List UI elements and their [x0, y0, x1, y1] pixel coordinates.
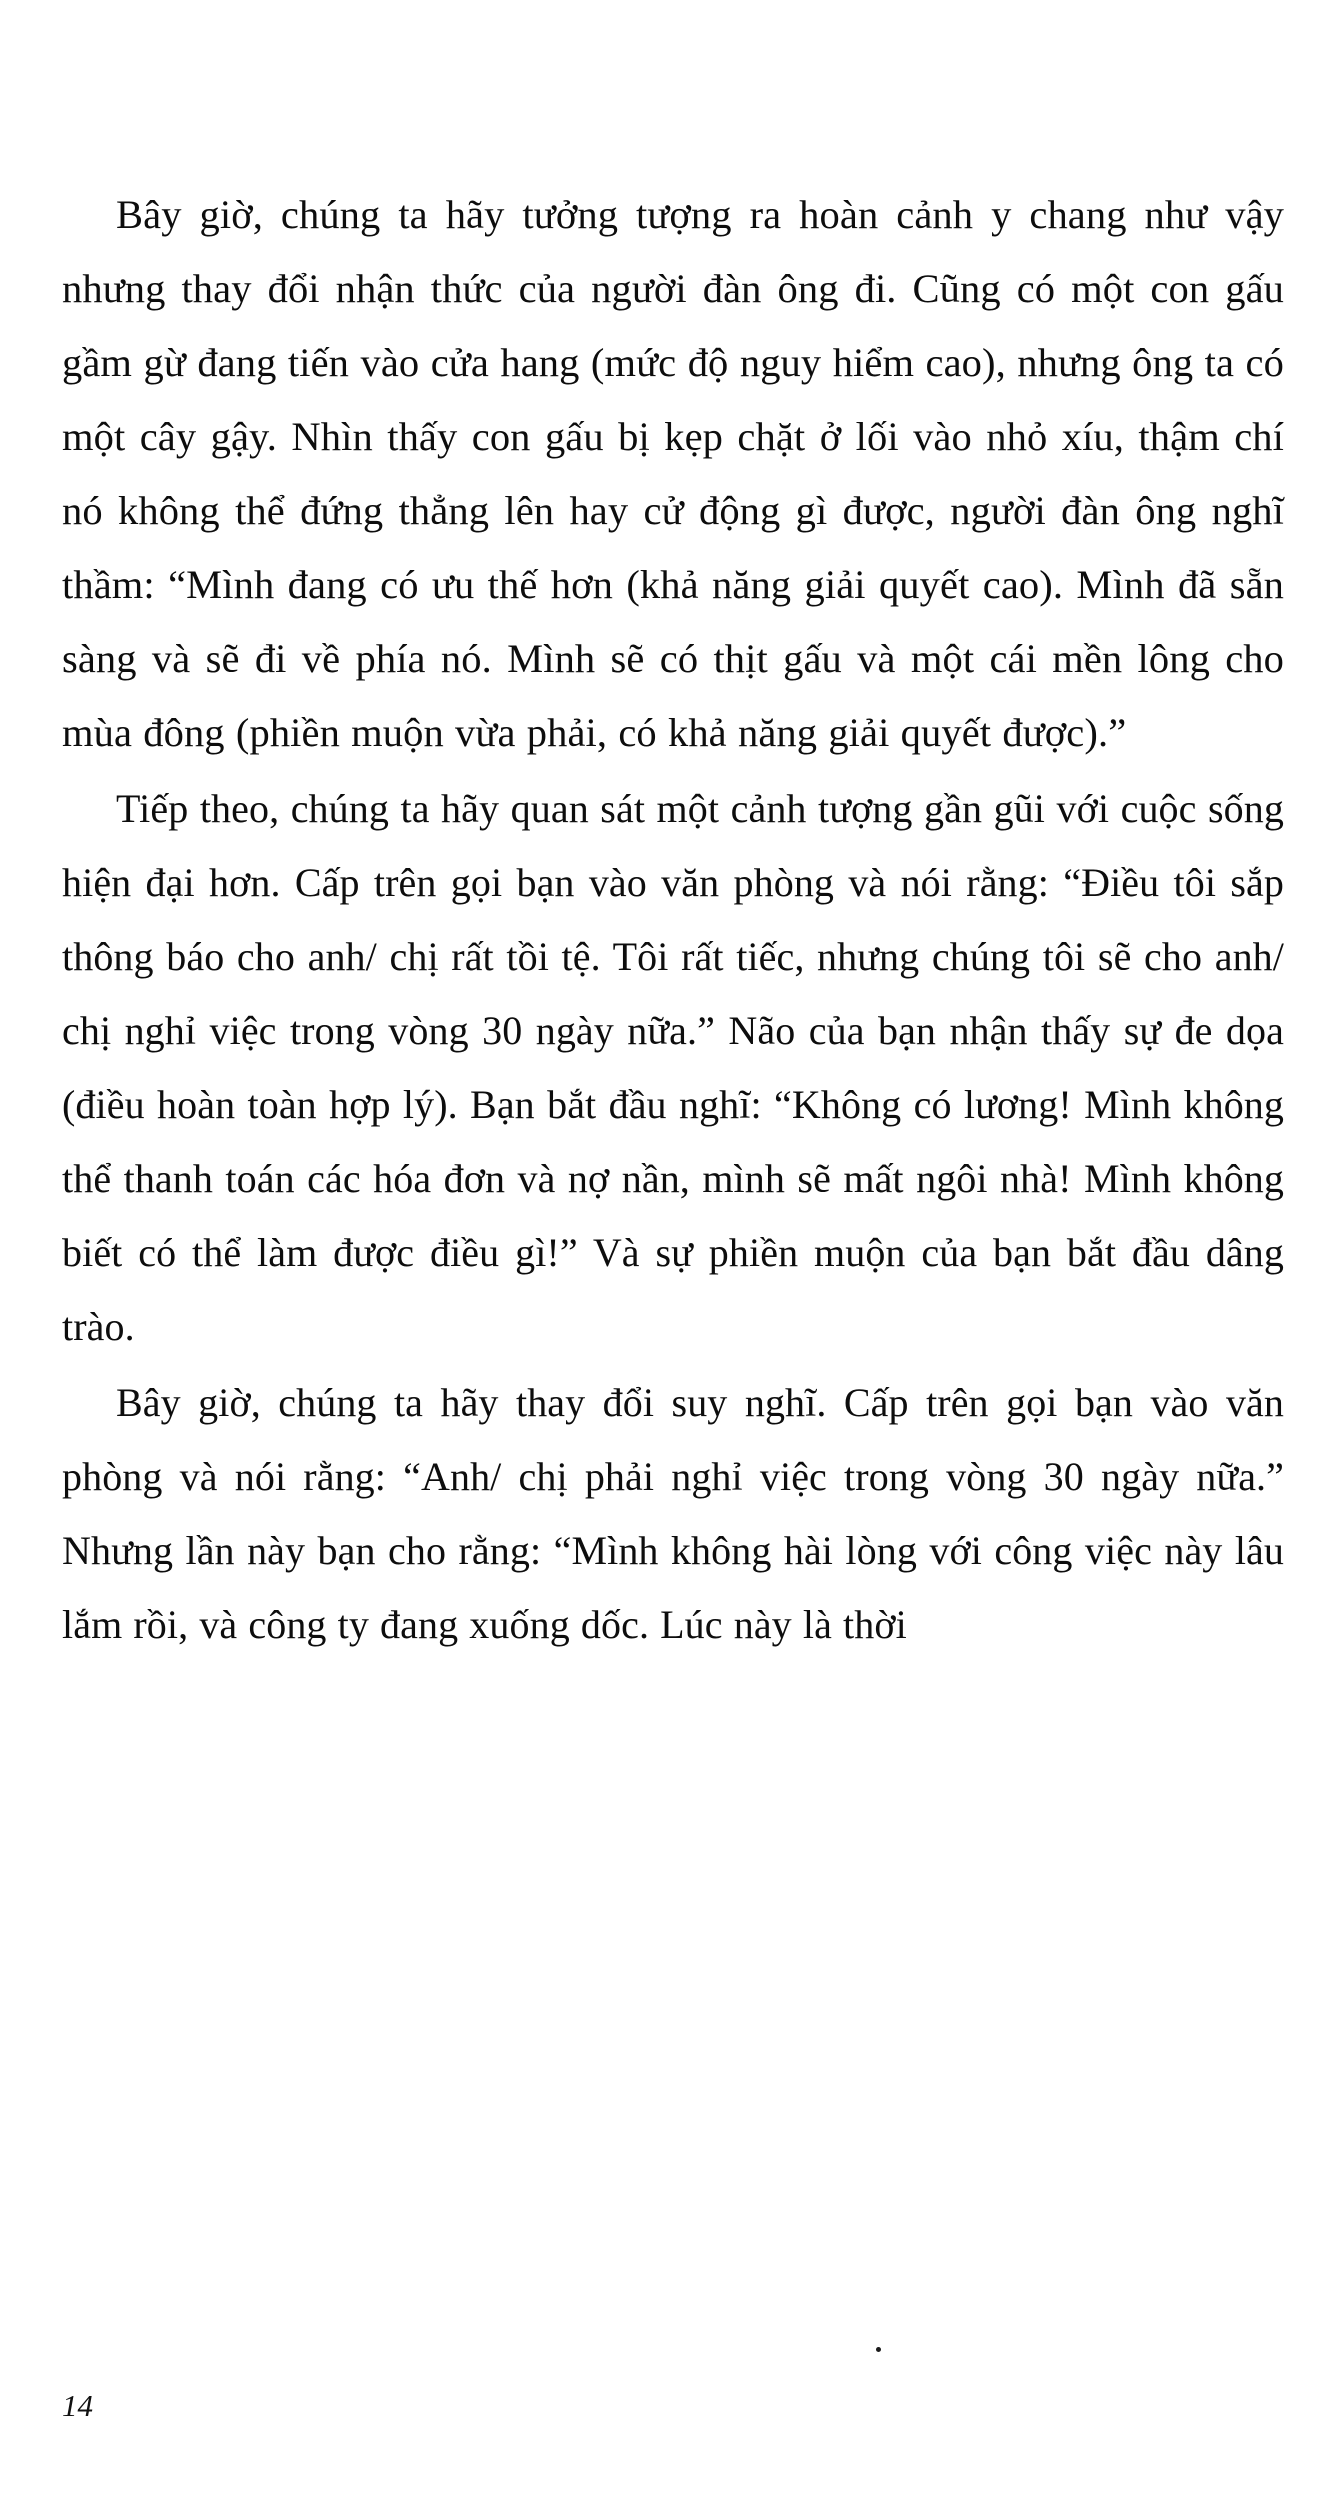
page-number: 14 — [62, 2388, 93, 2423]
paragraph-3: Bây giờ, chúng ta hãy thay đổi suy nghĩ. Cấp trên gọi bạn vào văn phòng và nói rằng: “Anh/ chị phải nghỉ việc trong vòng 30 ngày nữa.” Nhưng lần này bạn cho rằng: “Mình không hài lòng với công việc này lâu lắm rồi, và công ty đang xuống dốc. Lúc này là thời — [62, 1380, 1284, 1647]
ink-speck — [876, 2347, 881, 2352]
page-text-body — [62, 178, 1284, 1664]
paragraph-1: Bây giờ, chúng ta hãy tưởng tượng ra hoàn cảnh y chang như vậy nhưng thay đổi nhận thức của người đàn ông đi. Cũng có một con gấu gầm gừ đang tiến vào cửa hang (mức độ nguy hiểm cao), nhưng ông ta có một cây gậy. Nhìn thấy con gấu bị kẹp chặt ở lối vào nhỏ xíu, thậm chí nó không thể đứng thẳng lên hay cử động gì được, người đàn ông nghĩ thầm: “Mình đang có ưu thế hơn (khả năng giải quyết cao). Mình đã sẵn sàng và sẽ đi về phía nó. Mình sẽ có thịt gấu và một cái mền lông cho mùa đông (phiền muộn vừa phải, có khả năng giải quyết được).” — [62, 192, 1284, 755]
paragraph-2: Tiếp theo, chúng ta hãy quan sát một cảnh tượng gần gũi với cuộc sống hiện đại hơn. Cấp trên gọi bạn vào văn phòng và nói rằng: “Điều tôi sắp thông báo cho anh/ chị rất tồi tệ. Tôi rất tiếc, nhưng chúng tôi sẽ cho anh/ chị nghỉ việc trong vòng 30 ngày nữa.” Não của bạn nhận thấy sự đe dọa (điều hoàn toàn hợp lý). Bạn bắt đầu nghĩ: “Không có lương! Mình không thể thanh toán các hóa đơn và nợ nần, mình sẽ mất ngôi nhà! Mình không biết có thể làm được điều gì!” Và sự phiền muộn của bạn bắt đầu dâng trào. — [62, 786, 1284, 1349]
